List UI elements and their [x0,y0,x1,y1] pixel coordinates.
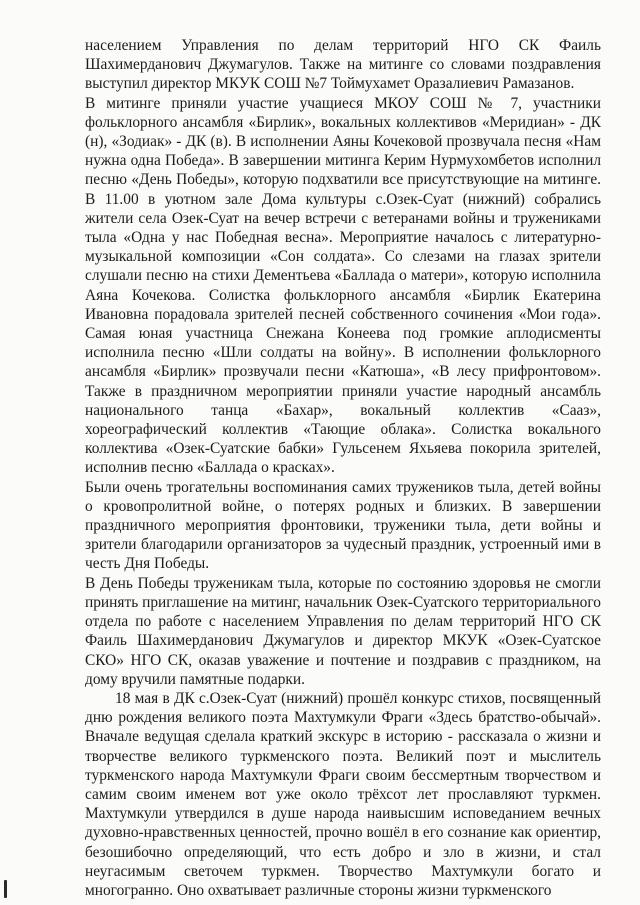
paragraph-home-gifts: В День Победы труженикам тыла, которые по состоянию здоровья не смогли принять приглашение на митинг, начальник Озек-Суатского территориального отдела по работе с населением Управления по делам территорий НГО СК Фаиль Шахимерданович Джумагулов и директор МКУК «Озек-Суатское СКО» НГО СК, оказав уважение и почтение и поздравив с праздником, на дому вручили памятные подарки. [85,574,601,688]
document-body [85,36,601,900]
scan-artifact [4,880,7,898]
paragraph-rally: В митинге приняли участие учащиеся МКОУ СОШ № 7, участники фольклорного ансамбля «Бирлик», вокальных коллективов «Меридиан» - ДК (н), «Зодиак» - ДК (в). В исполнении Аяны Кочековой прозвучала песня «Нам нужна одна Победа». В завершении митинга Керим Нурмухомбетов исполнил песню «День Победы», которую подхватили все присутствующие на митинге. В 11.00 в уютном зале Дома культуры с.Озек-Суат (нижний) собрались жители села Озек-Суат на вечер встречи с ветеранами войны и тружениками тыла «Одна у нас Победная весна». Мероприятие началось с литературно-музыкальной композиции «Сон солдата». Со слезами на глазах зрители слушали песню на стихи Дементьева «Баллада о матери», которую исполнила Аяна Кочекова. Солистка фольклорного ансамбля «Бирлик Екатерина Ивановна порадовала зрителей песней собственного сочинения «Мои года». Самая юная участница Снежана Конеева под громкие аплодисменты исполнила песню «Шли солдаты на войну». В исполнении фольклорного ансамбля «Бирлик» прозвучали песни «Катюша», «В лесу прифронтовом». Также в праздничном мероприятии приняли участие народный ансамбль национального танца «Бахар», вокальный коллектив «Сааз», хореографический коллектив «Тающие облака». Солистка вокального коллектива «Озек-Суатские бабки» Гульсенем Яхьяева покорила зрителей, исполнив песню «Баллада о красках». [85,94,601,477]
paragraph-memories: Были очень трогательны воспоминания самих тружеников тыла, детей войны о кровопролитной войне, о потерях родных и близких. В завершении праздничного мероприятия фронтовики, труженики тыла, дети войны и зрители благодарили организаторов за чудесный праздник, устроенный ими в честь Дня Победы. [85,478,601,573]
paragraph-poetry-contest: 18 мая в ДК с.Озек-Суат (нижний) прошёл конкурс стихов, посвященный дню рождения великого поэта Махтумкули Фраги «Здесь братство-обычай». Вначале ведущая сделала краткий экскурс в историю - рассказала о жизни и творчестве великого туркменского поэта. Великий поэт и мыслитель туркменского народа Махтумкули Фраги своим бессмертным творчеством и самим своим именем вот уже около трёхсот лет прославляют туркмен. Махтумкули утвердился в душе народа наивысшим исповеданием вечных духовно-нравственных ценностей, прочно вошёл в его сознание как ориентир, безошибочно определяющий, что есть добро и зло в жизни, и стал неугасимым светочем туркмен. Творчество Махтумкули богато и многогранно. Оно охватывает различные стороны жизни туркменского [85,689,601,899]
paragraph-continuation: населением Управления по делам территорий НГО СК Фаиль Шахимерданович Джумагулов. Также на митинге со словами поздравления выступил директор МКУК СОШ №7 Тоймухамет Оразалиевич Рамазанов. [85,37,601,93]
